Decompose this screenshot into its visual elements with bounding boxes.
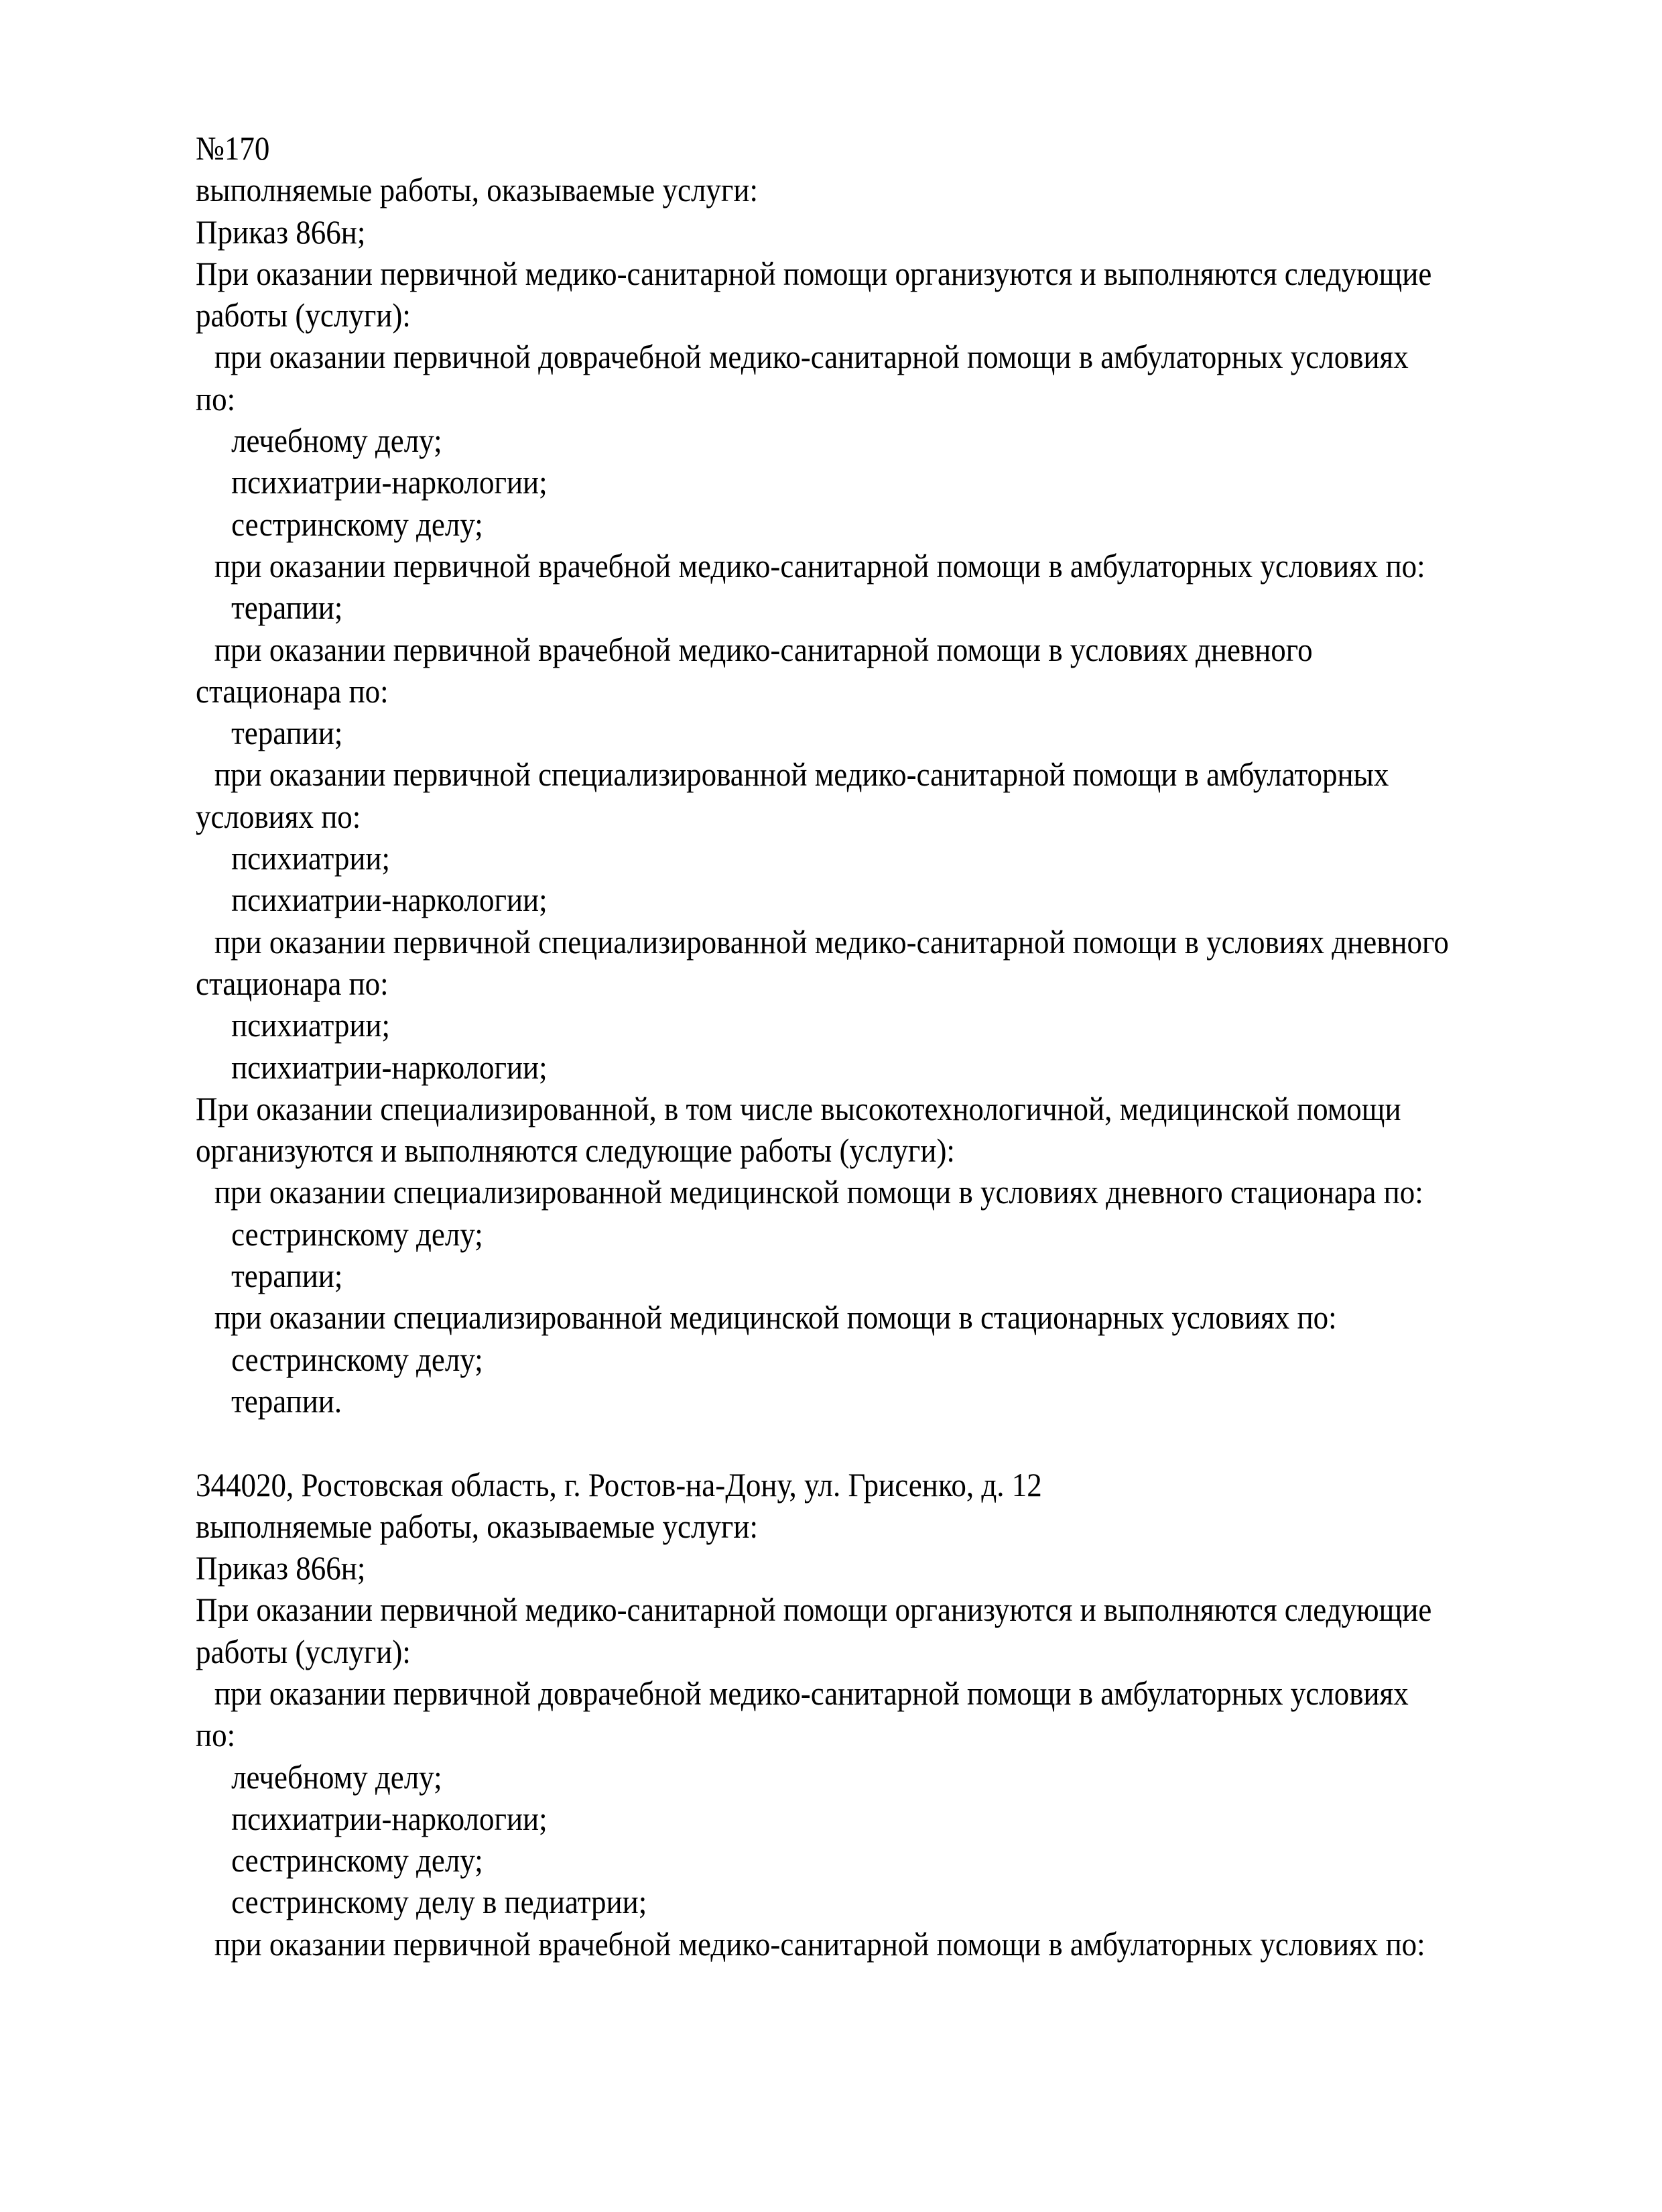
text-line: психиатрии-наркологии;: [231, 1048, 548, 1086]
blank-line: [196, 1422, 1468, 1463]
text-line: психиатрии;: [231, 839, 391, 877]
text-line: психиатрии;: [231, 1006, 391, 1044]
text-line: терапии.: [231, 1381, 342, 1420]
text-line: сестринскому делу;: [231, 1841, 483, 1880]
text-line: Приказ 866н;: [196, 1549, 366, 1587]
text-line: сестринскому делу;: [231, 505, 483, 543]
text-line: лечебному делу;: [231, 422, 442, 460]
text-line: по:: [196, 1716, 236, 1754]
text-line: сестринскому делу;: [231, 1215, 483, 1253]
text-line: условиях по:: [196, 797, 361, 835]
text-line: при оказании первичной доврачебной медико-санитарной помощи в амбулаторных условиях: [214, 338, 1409, 376]
text-line: работы (услуги):: [196, 296, 411, 334]
text-line: психиатрии-наркологии;: [231, 1799, 548, 1837]
text-line: при оказании первичной врачебной медико-санитарной помощи в условиях дневного: [214, 630, 1313, 668]
document-text-block: [196, 127, 1468, 1965]
text-line: при оказании специализированной медицинской помощи в стационарных условиях по:: [214, 1298, 1337, 1337]
text-line: при оказании первичной доврачебной медико-санитарной помощи в амбулаторных условиях: [214, 1674, 1409, 1712]
text-line: по:: [196, 379, 236, 418]
text-line: 344020, Ростовская область, г. Ростов-на-Дону, ул. Грисенко, д. 12: [196, 1465, 1042, 1503]
text-line: выполняемые работы, оказываемые услуги:: [196, 1507, 758, 1545]
text-line: терапии;: [231, 714, 343, 752]
text-line: выполняемые работы, оказываемые услуги:: [196, 171, 758, 209]
text-line: стационара по:: [196, 964, 389, 1002]
text-line: при оказании специализированной медицинской помощи в условиях дневного стационара по:: [214, 1173, 1423, 1211]
text-line: лечебному делу;: [231, 1758, 442, 1796]
text-line: при оказании первичной специализированной медико-санитарной помощи в условиях дневного: [214, 922, 1449, 961]
text-line: стационара по:: [196, 672, 389, 710]
text-line: организуются и выполняются следующие работы (услуги):: [196, 1131, 955, 1170]
text-line: работы (услуги):: [196, 1632, 411, 1670]
text-line: Приказ 866н;: [196, 212, 366, 251]
text-line: при оказании первичной врачебной медико-санитарной помощи в амбулаторных условиях по:: [214, 546, 1425, 585]
text-line: терапии;: [231, 1257, 343, 1295]
text-line: №170: [196, 129, 270, 167]
text-line: при оказании первичной врачебной медико-санитарной помощи в амбулаторных условиях по:: [214, 1924, 1425, 1963]
text-line: При оказании первичной медико-санитарной помощи организуются и выполняются следующие: [196, 254, 1432, 292]
text-line: При оказании специализированной, в том числе высокотехнологичной, медицинской помощи: [196, 1089, 1401, 1127]
text-line: психиатрии-наркологии;: [231, 463, 548, 501]
text-line: сестринскому делу;: [231, 1340, 483, 1378]
text-line: психиатрии-наркологии;: [231, 881, 548, 919]
text-line: терапии;: [231, 589, 343, 627]
text-line: при оказании первичной специализированной медико-санитарной помощи в амбулаторных: [214, 755, 1389, 794]
text-line: сестринскому делу в педиатрии;: [231, 1883, 647, 1921]
text-line: При оказании первичной медико-санитарной помощи организуются и выполняются следующие: [196, 1591, 1432, 1629]
